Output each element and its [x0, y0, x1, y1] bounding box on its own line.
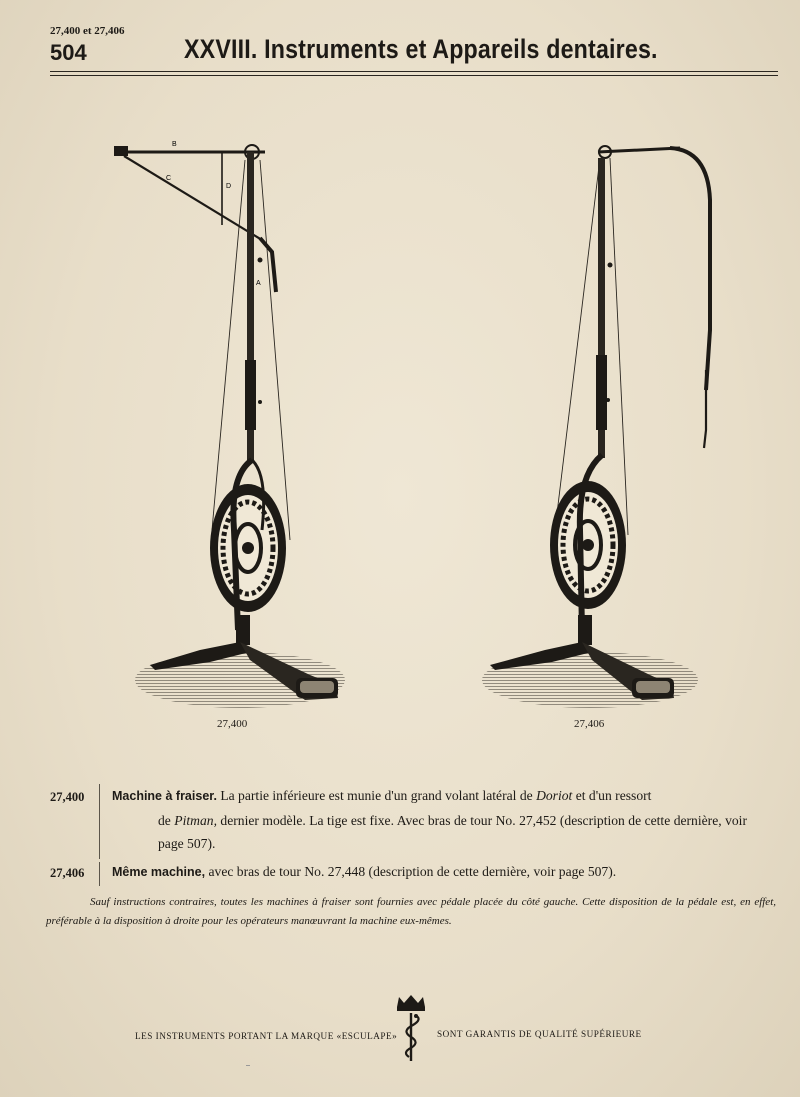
entry-name: Même machine, — [112, 865, 206, 879]
label-d: D — [226, 183, 232, 190]
speck — [246, 1065, 250, 1066]
entry-number-27400: 27,400 — [50, 790, 85, 804]
esculape-emblem-icon — [393, 993, 429, 1065]
entry-divider — [99, 862, 100, 886]
figure-machine-27406 — [460, 130, 730, 720]
section-title: XXVIII. Instruments et Appareils dentaires. — [184, 34, 658, 64]
figure-machine-27400 — [100, 130, 360, 720]
figure-caption-27406: 27,406 — [574, 718, 605, 730]
label-a: A — [256, 280, 261, 287]
entry-27406: Même machine, avec bras de tour No. 27,448 (description de cette dernière, voir page 507). — [112, 864, 617, 879]
entry-number-27406: 27,406 — [50, 866, 85, 880]
footer-right-text: SONT GARANTIS DE QUALITÉ SUPÉRIEURE — [437, 1029, 642, 1039]
label-b: B — [172, 141, 177, 148]
header-rule-thin — [50, 75, 778, 76]
footer-left-text: LES INSTRUMENTS PORTANT LA MARQUE «ESCULAPE» — [135, 1031, 398, 1041]
page-number: 504 — [50, 40, 87, 65]
figure-caption-27400: 27,400 — [217, 718, 248, 730]
entry-name: Machine à fraiser. — [112, 789, 217, 803]
label-c: C — [166, 175, 172, 182]
page-reference-numbers: 27,400 et 27,406 — [50, 25, 125, 37]
note-paragraph: Sauf instructions contraires, toutes les machines à fraiser sont fournies avec pédale placée du côté gauche. Cette disposition de la pédale est, en effet, préférable à la disposition à droite pour les opérateurs manœuvrant la machine eux-mêmes. — [46, 896, 776, 927]
header-rule-thick — [50, 71, 778, 72]
entry-divider — [99, 784, 100, 859]
entry-27400: Machine à fraiser. La partie inférieure est munie d'un grand volant latéral de Doriot et d'un ressort de Pitman, dernier modèle. La tige est fixe. Avec bras de tour No. 27,452 (description de cette dernière, voir page 507). — [112, 788, 747, 851]
